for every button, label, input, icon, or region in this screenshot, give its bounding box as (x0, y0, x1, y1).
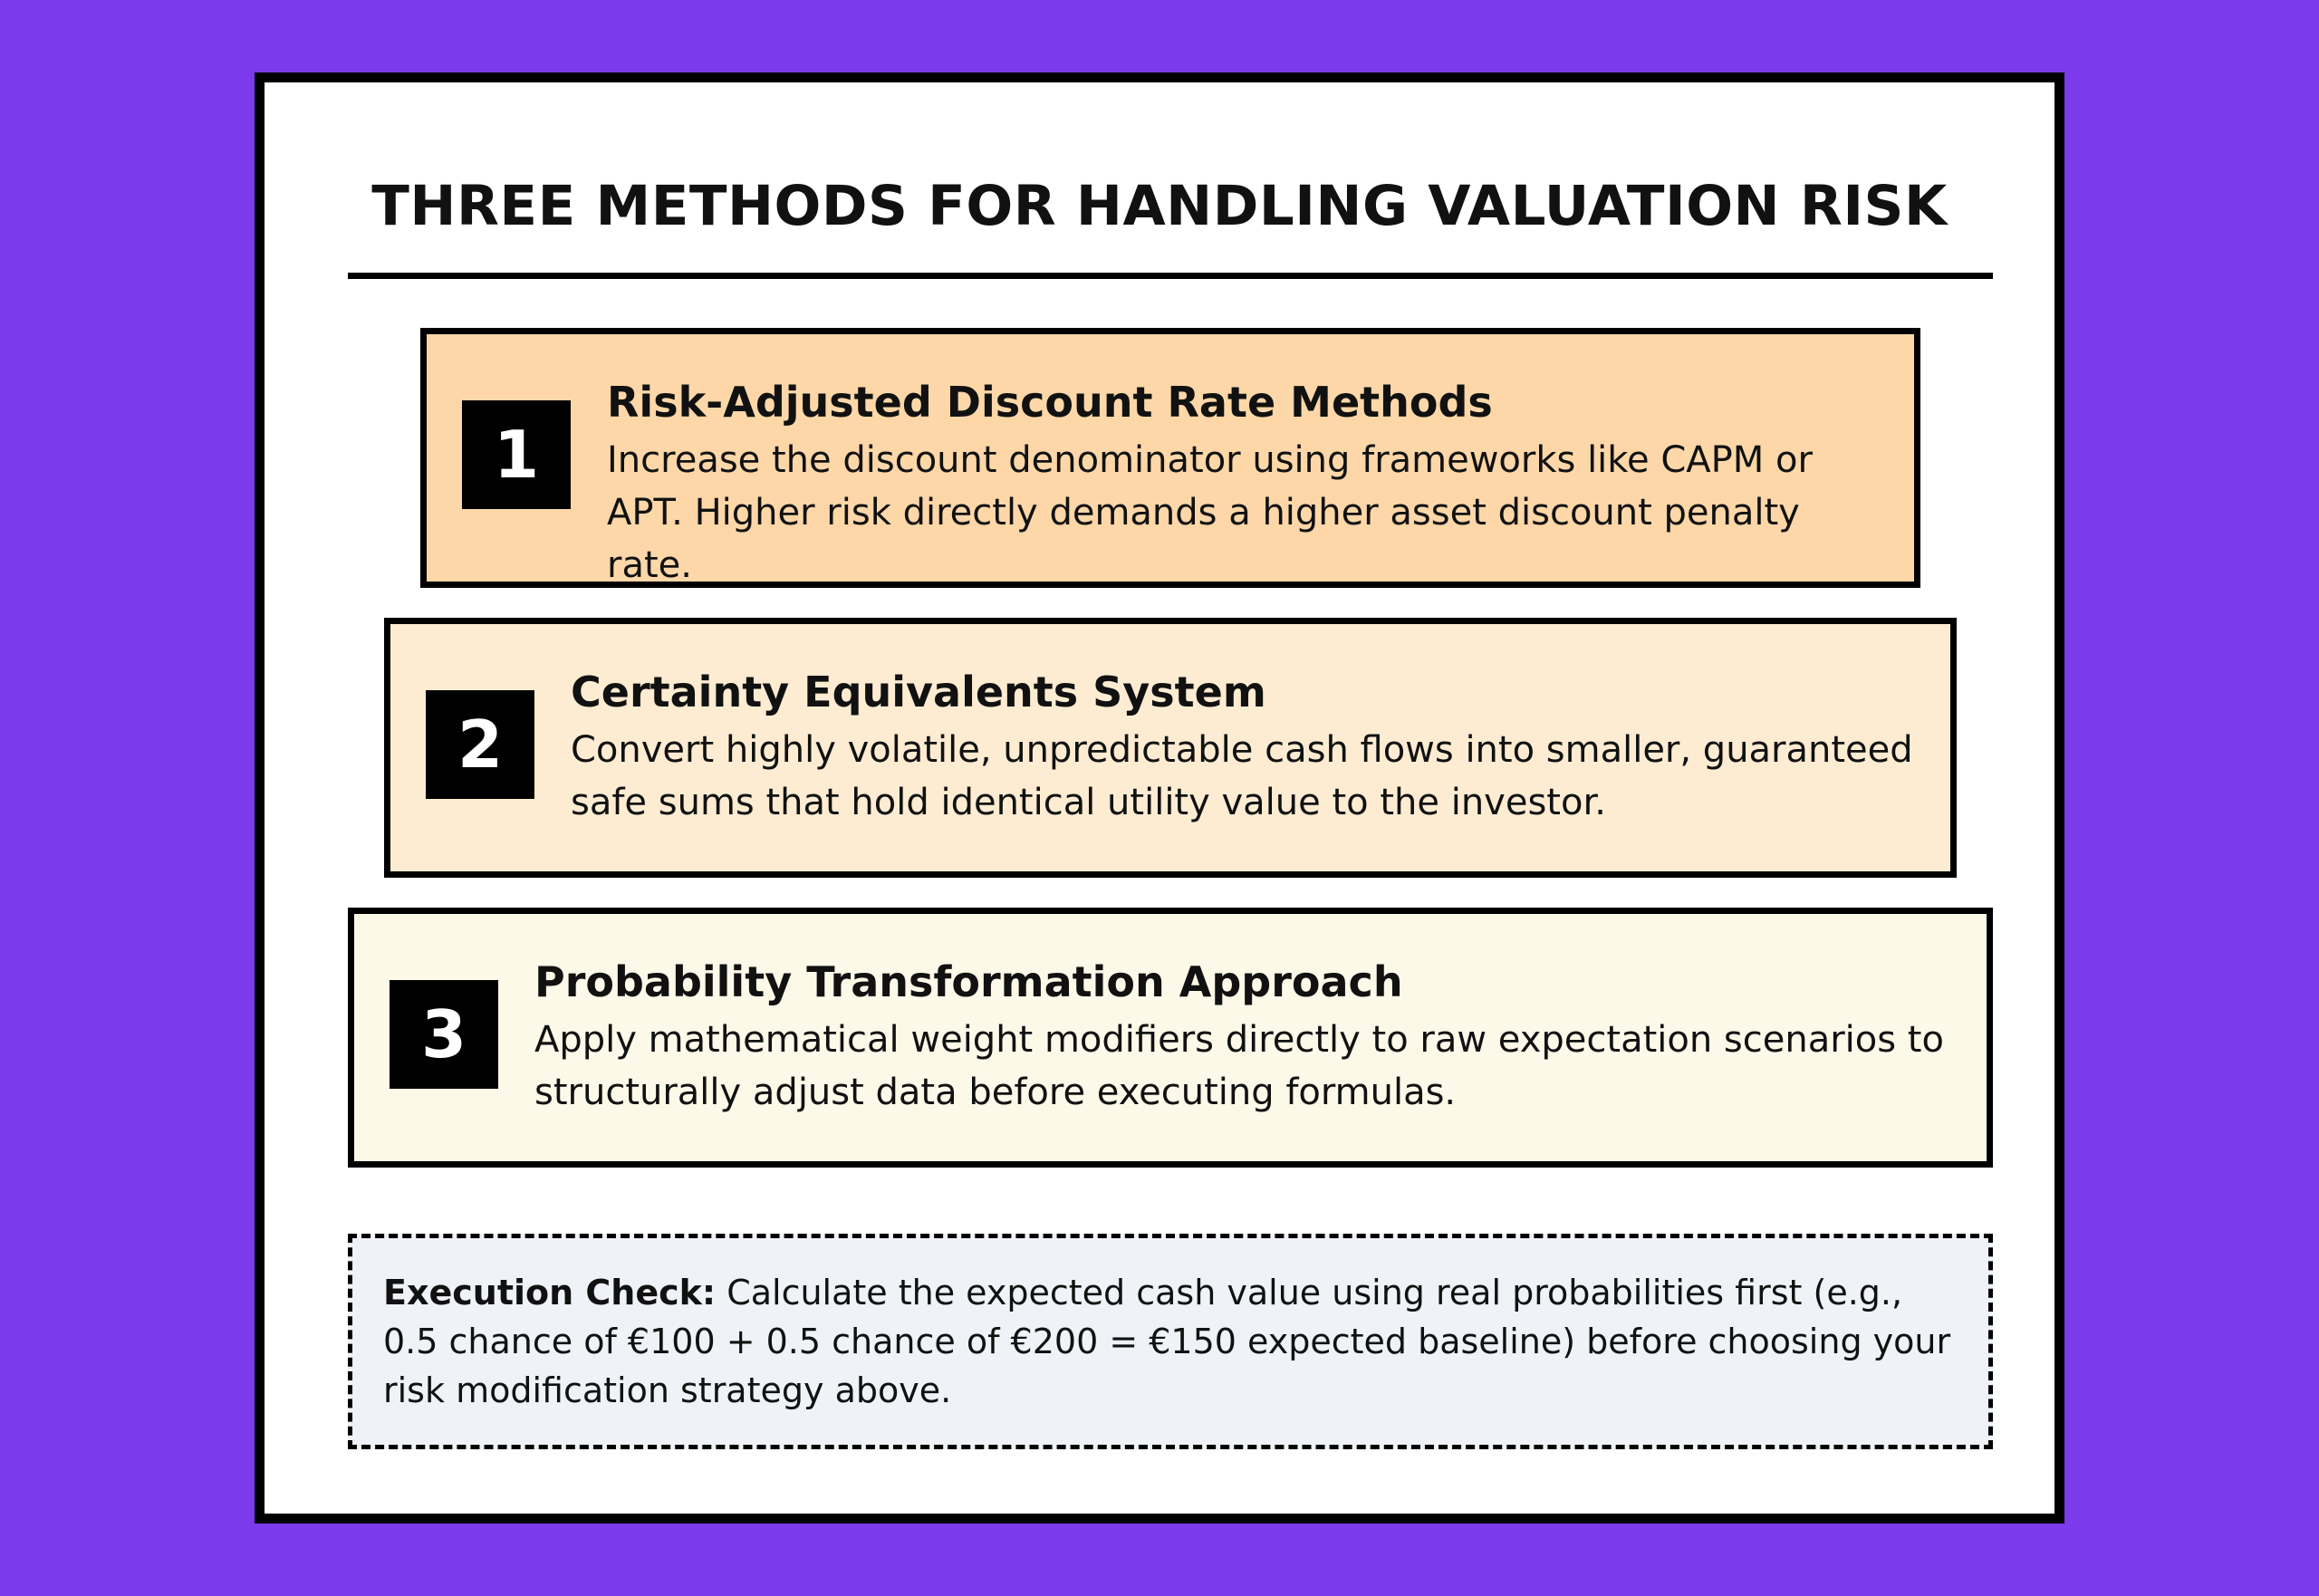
infographic-card (255, 72, 2064, 1524)
method-card-1 (420, 328, 1920, 588)
method-card-2 (384, 618, 1957, 878)
method-description: Apply mathematical weight modifiers directly to raw expectation scenarios to structurally adjust data before executing formulas. (534, 1019, 1944, 1113)
method-title: Certainty Equivalents System (571, 668, 1266, 716)
method-text (571, 664, 1914, 829)
method-title: Probability Transformation Approach (534, 957, 1403, 1006)
execution-check-note (348, 1234, 1993, 1449)
method-number-badge: 2 (426, 690, 534, 799)
method-text (534, 954, 1950, 1119)
page-title: THREE METHODS FOR HANDLING VALUATION RISK (371, 174, 1948, 238)
method-number-badge: 1 (462, 400, 571, 509)
title-divider (348, 273, 1993, 279)
note-text: Calculate the expected cash value using real probabilities first (e.g., 0.5 chance of €100 + 0.5 chance of €200 = €150 expected baseline) before choosing your risk modification strategy above. (383, 1273, 1951, 1410)
note-label: Execution Check: (383, 1273, 717, 1312)
method-description: Convert highly volatile, unpredictable cash flows into smaller, guaranteed safe sums that hold identical utility value to the investor. (571, 729, 1913, 823)
method-description: Increase the discount denominator using frameworks like CAPM or APT. Higher risk directly demands a higher asset discount penalty rate. (607, 439, 1813, 586)
method-number-badge: 3 (390, 980, 498, 1089)
method-title: Risk-Adjusted Discount Rate Methods (607, 378, 1493, 427)
method-card-3 (348, 908, 1993, 1168)
method-text (607, 374, 1878, 591)
